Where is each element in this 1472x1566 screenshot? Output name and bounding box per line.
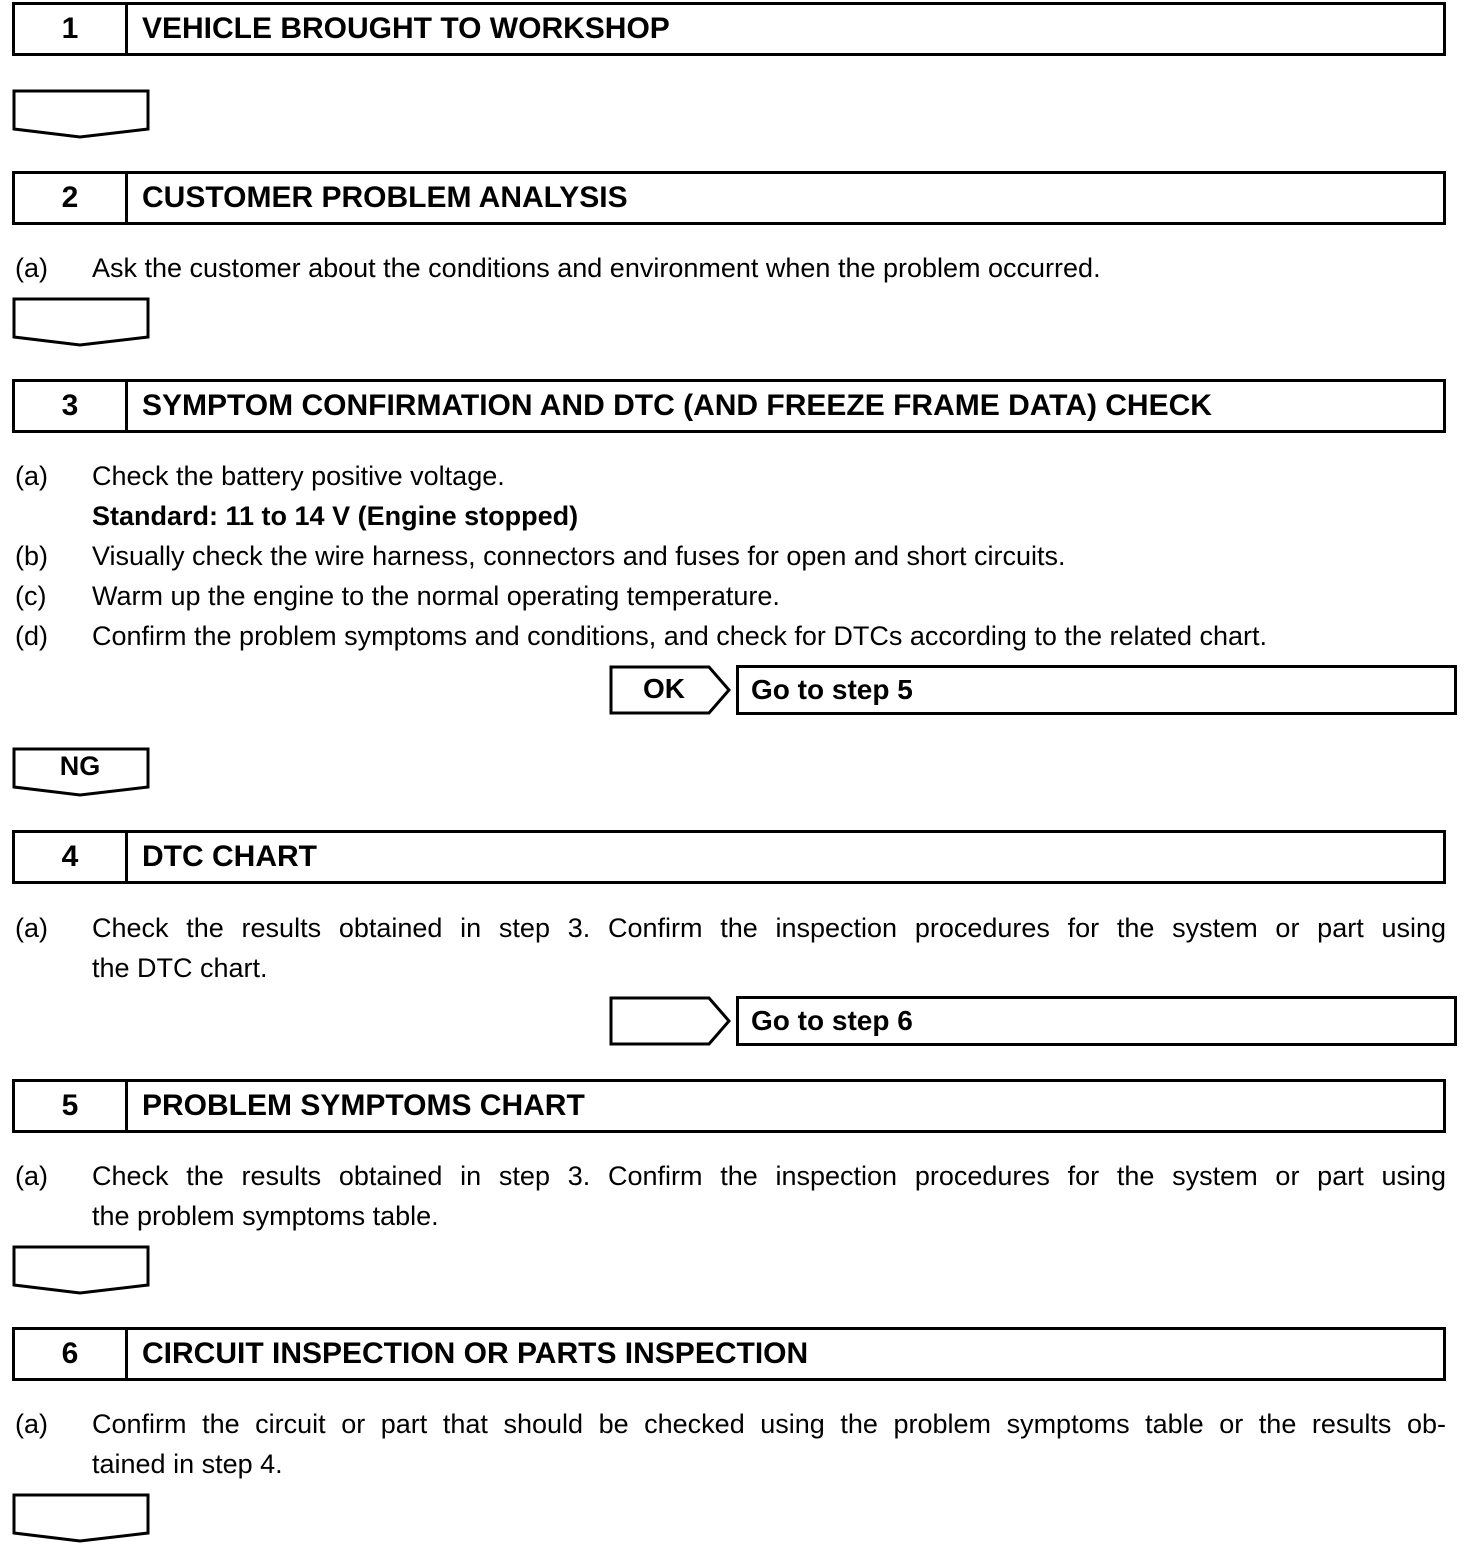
- item-label: (c): [15, 581, 47, 611]
- step-3-header: [12, 379, 1446, 433]
- step-title: CIRCUIT INSPECTION OR PARTS INSPECTION: [142, 1337, 809, 1370]
- item-label: (a): [15, 1409, 48, 1439]
- step-title: VEHICLE BROUGHT TO WORKSHOP: [142, 12, 670, 45]
- go-to-step-6[interactable]: Go to step 6: [736, 996, 1457, 1046]
- ok-branch-arrow: [609, 665, 733, 715]
- step-4-header: [12, 830, 1446, 884]
- step-number: 5: [15, 1082, 128, 1130]
- item-label: (a): [15, 461, 48, 491]
- down-arrow-icon: [12, 1493, 150, 1543]
- step-5-header: [12, 1079, 1446, 1133]
- item-text: tained in step 4.: [92, 1449, 283, 1479]
- item-text: Check the results obtained in step 3. Confirm the inspection procedures for the system or part using: [92, 913, 1446, 943]
- step-6-header: [12, 1327, 1446, 1381]
- down-arrow-icon: [12, 89, 150, 139]
- step-title: SYMPTOM CONFIRMATION AND DTC (AND FREEZE FRAME DATA) CHECK: [142, 389, 1212, 422]
- step-title: PROBLEM SYMPTOMS CHART: [142, 1089, 585, 1122]
- item-text: Confirm the problem symptoms and conditions, and check for DTCs according to the related chart.: [92, 621, 1268, 651]
- down-arrow-icon: [12, 297, 150, 347]
- step-number: 4: [15, 833, 128, 881]
- item-text: Check the results obtained in step 3. Confirm the inspection procedures for the system or part using: [92, 1161, 1446, 1191]
- step-number: 2: [15, 174, 128, 222]
- item-text: Confirm the circuit or part that should be checked using the problem symptoms table or the results ob-: [92, 1409, 1446, 1439]
- step-number: 3: [15, 382, 128, 430]
- ng-label: NG: [59, 751, 101, 781]
- step-1-header: [12, 2, 1446, 56]
- item-label: (a): [15, 1161, 48, 1191]
- item-text: Ask the customer about the conditions and environment when the problem occurred.: [92, 253, 1101, 283]
- down-arrow-icon: [12, 1245, 150, 1295]
- go-to-step-5[interactable]: Go to step 5: [736, 665, 1457, 715]
- branch-arrow: [609, 996, 733, 1046]
- item-label: (a): [15, 913, 48, 943]
- item-text: Warm up the engine to the normal operating temperature.: [92, 581, 780, 611]
- step-number: 6: [15, 1330, 128, 1378]
- step-2-header: [12, 171, 1446, 225]
- ng-down-arrow: [12, 747, 150, 797]
- step-number: 1: [15, 5, 128, 53]
- item-text: the problem symptoms table.: [92, 1201, 439, 1231]
- item-label: (b): [15, 541, 48, 571]
- item-label: (d): [15, 621, 48, 651]
- standard-value: Standard: 11 to 14 V (Engine stopped): [92, 501, 579, 531]
- item-text: Visually check the wire harness, connectors and fuses for open and short circuits.: [92, 541, 1066, 571]
- item-label: (a): [15, 253, 48, 283]
- item-text: the DTC chart.: [92, 953, 268, 983]
- step-title: CUSTOMER PROBLEM ANALYSIS: [142, 181, 628, 214]
- step-title: DTC CHART: [142, 840, 317, 873]
- ok-label: OK: [643, 673, 685, 704]
- item-text: Check the battery positive voltage.: [92, 461, 505, 491]
